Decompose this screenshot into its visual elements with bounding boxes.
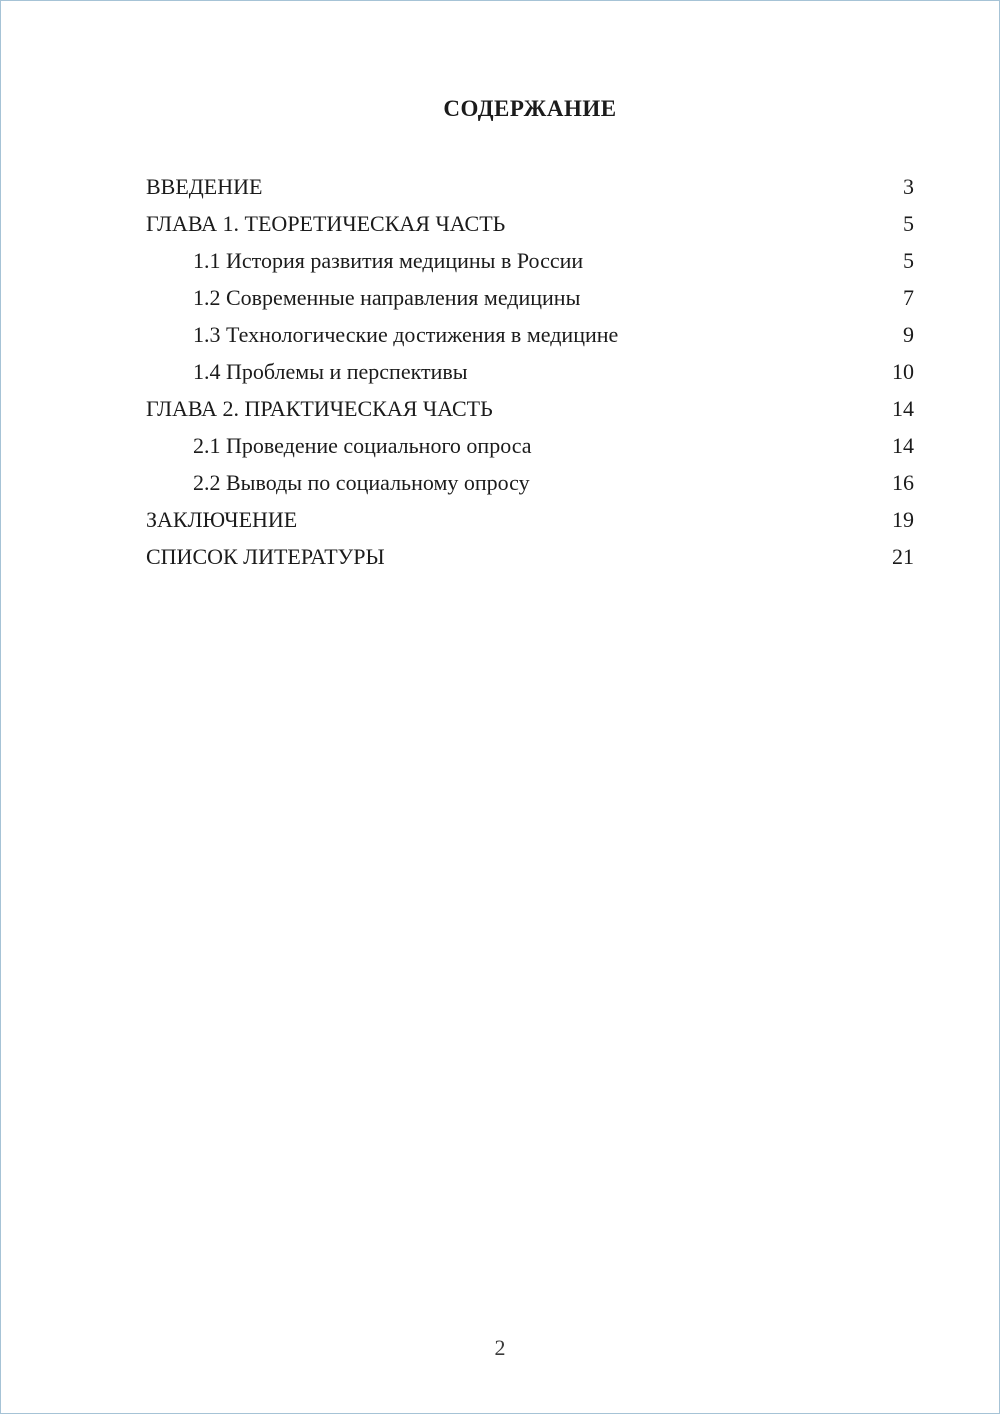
toc-entry-page: 16	[892, 470, 914, 495]
toc-entry-label: ЗАКЛЮЧЕНИЕ	[146, 507, 298, 532]
toc-entry-label: ГЛАВА 1. ТЕОРЕТИЧЕСКАЯ ЧАСТЬ	[146, 211, 506, 236]
toc-entry	[146, 538, 914, 575]
toc-entry-page: 7	[903, 285, 914, 310]
toc-entry	[146, 427, 914, 464]
toc-entry-page: 14	[892, 433, 914, 458]
toc-entry-page: 5	[903, 211, 914, 236]
toc-entry-label: 2.2 Выводы по социальному опросу	[193, 470, 530, 495]
toc-entry	[146, 279, 914, 316]
toc-entry-label: 1.2 Современные направления медицины	[193, 285, 581, 310]
toc-entry	[146, 390, 914, 427]
toc-entry	[146, 168, 914, 205]
text-block	[146, 1, 914, 575]
toc-entry-label: ГЛАВА 2. ПРАКТИЧЕСКАЯ ЧАСТЬ	[146, 396, 493, 421]
toc-entry-label: 1.1 История развития медицины в России	[193, 248, 584, 273]
toc-entry-label: 1.3 Технологические достижения в медицине	[193, 322, 619, 347]
toc-entry-label: 2.1 Проведение социального опроса	[193, 433, 532, 458]
toc-entry-page: 5	[903, 248, 914, 273]
toc-entry	[146, 242, 914, 279]
toc-entry-label: ВВЕДЕНИЕ	[146, 174, 263, 199]
toc-entry-page: 14	[892, 396, 914, 421]
toc-entry	[146, 316, 914, 353]
page-title: СОДЕРЖАНИЕ	[443, 96, 617, 121]
toc-entry	[146, 501, 914, 538]
toc-entry	[146, 464, 914, 501]
toc-entry-label: СПИСОК ЛИТЕРАТУРЫ	[146, 544, 385, 569]
toc-entry	[146, 353, 914, 390]
toc-entry-label: 1.4 Проблемы и перспективы	[193, 359, 468, 384]
toc-entry-page: 10	[892, 359, 914, 384]
toc-entry-page: 21	[892, 544, 914, 569]
table-of-contents	[146, 168, 914, 575]
toc-entry-page: 9	[903, 322, 914, 347]
toc-entry	[146, 205, 914, 242]
toc-entry-page: 19	[892, 507, 914, 532]
footer-page-number: 2	[494, 1335, 506, 1360]
toc-entry-page: 3	[903, 174, 914, 199]
